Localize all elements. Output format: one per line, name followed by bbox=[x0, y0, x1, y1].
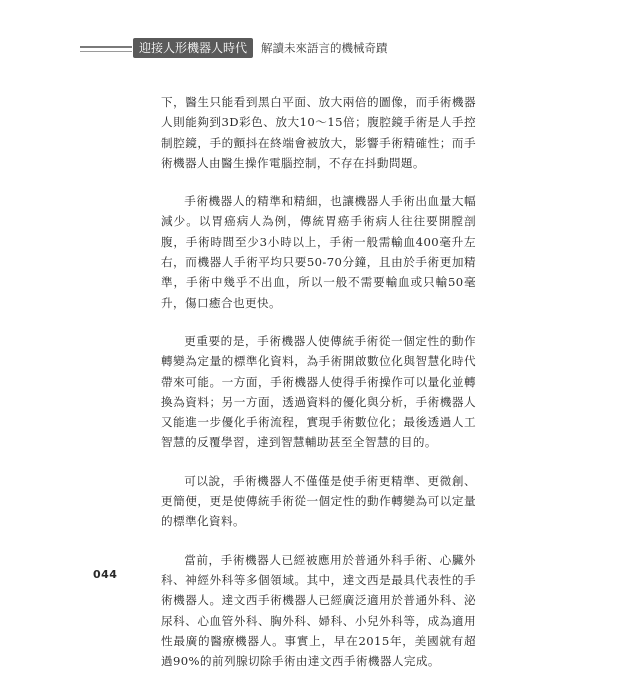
header-rule bbox=[80, 46, 132, 48]
paragraph-2: 手術機器人的精準和精細，也讓機器人手術出血量大幅減少。以胃癌病人為例，傳統胃癌手術病人往往要開膛剖腹，手術時間至少3小時以上，手術一般需輸血400毫升左右，而機器人手術平均只要50-70分鐘，且由於手術更加精準，手術中幾乎不出血，所以一般不需要輸血或只輸50毫升，傷口癒合也更快。 bbox=[161, 194, 476, 310]
header-rule-thin bbox=[80, 51, 132, 52]
paragraph-5: 當前，手術機器人已經被應用於普通外科手術、心臟外科、神經外科等多個領域。其中，達文西是最具代表性的手術機器人。達文西手術機器人已經廣泛適用於普通外科、泌尿科、心血管外科、胸外科、婦科、小兒外科等，成為適用性最廣的醫療機器人。事實上，早在2015年，美國就有超過90%的前列腺切除手術由達文西手術機器人完成。 bbox=[161, 552, 476, 669]
paragraph-3: 更重要的是，手術機器人使傳統手術從一個定性的動作轉變為定量的標準化資料，為手術開啟數位化與智慧化時代帶來可能。一方面，手術機器人使得手術操作可以量化並轉換為資料；另一方面，透過資料的優化與分析，手術機器人又能進一步優化手術流程，實現手術數位化；最後透過人工智慧的反覆學習，達到智慧輔助甚至全智慧的目的。 bbox=[161, 333, 476, 450]
page-number: 044 bbox=[93, 568, 118, 581]
series-tag: 迎接人形機器人時代 bbox=[133, 38, 253, 58]
running-header bbox=[0, 36, 640, 66]
paragraph-4: 可以說，手術機器人不僅僅是使手術更精準、更微創、更簡便，更是使傳統手術從一個定性的動作轉變為可以定量的標準化資料。 bbox=[161, 473, 476, 529]
paragraph-1: 下，醫生只能看到黑白平面、放大兩倍的圖像，而手術機器人則能夠到3D彩色、放大10～15倍；腹腔鏡手術是人手控制腔鏡，手的顫抖在終端會被放大，影響手術精確性；而手術機器人由醫生操作電腦控制，不存在抖動問題。 bbox=[161, 95, 476, 170]
book-title: 解讀未來語言的機械奇蹟 bbox=[261, 41, 388, 55]
body-text bbox=[161, 92, 476, 689]
